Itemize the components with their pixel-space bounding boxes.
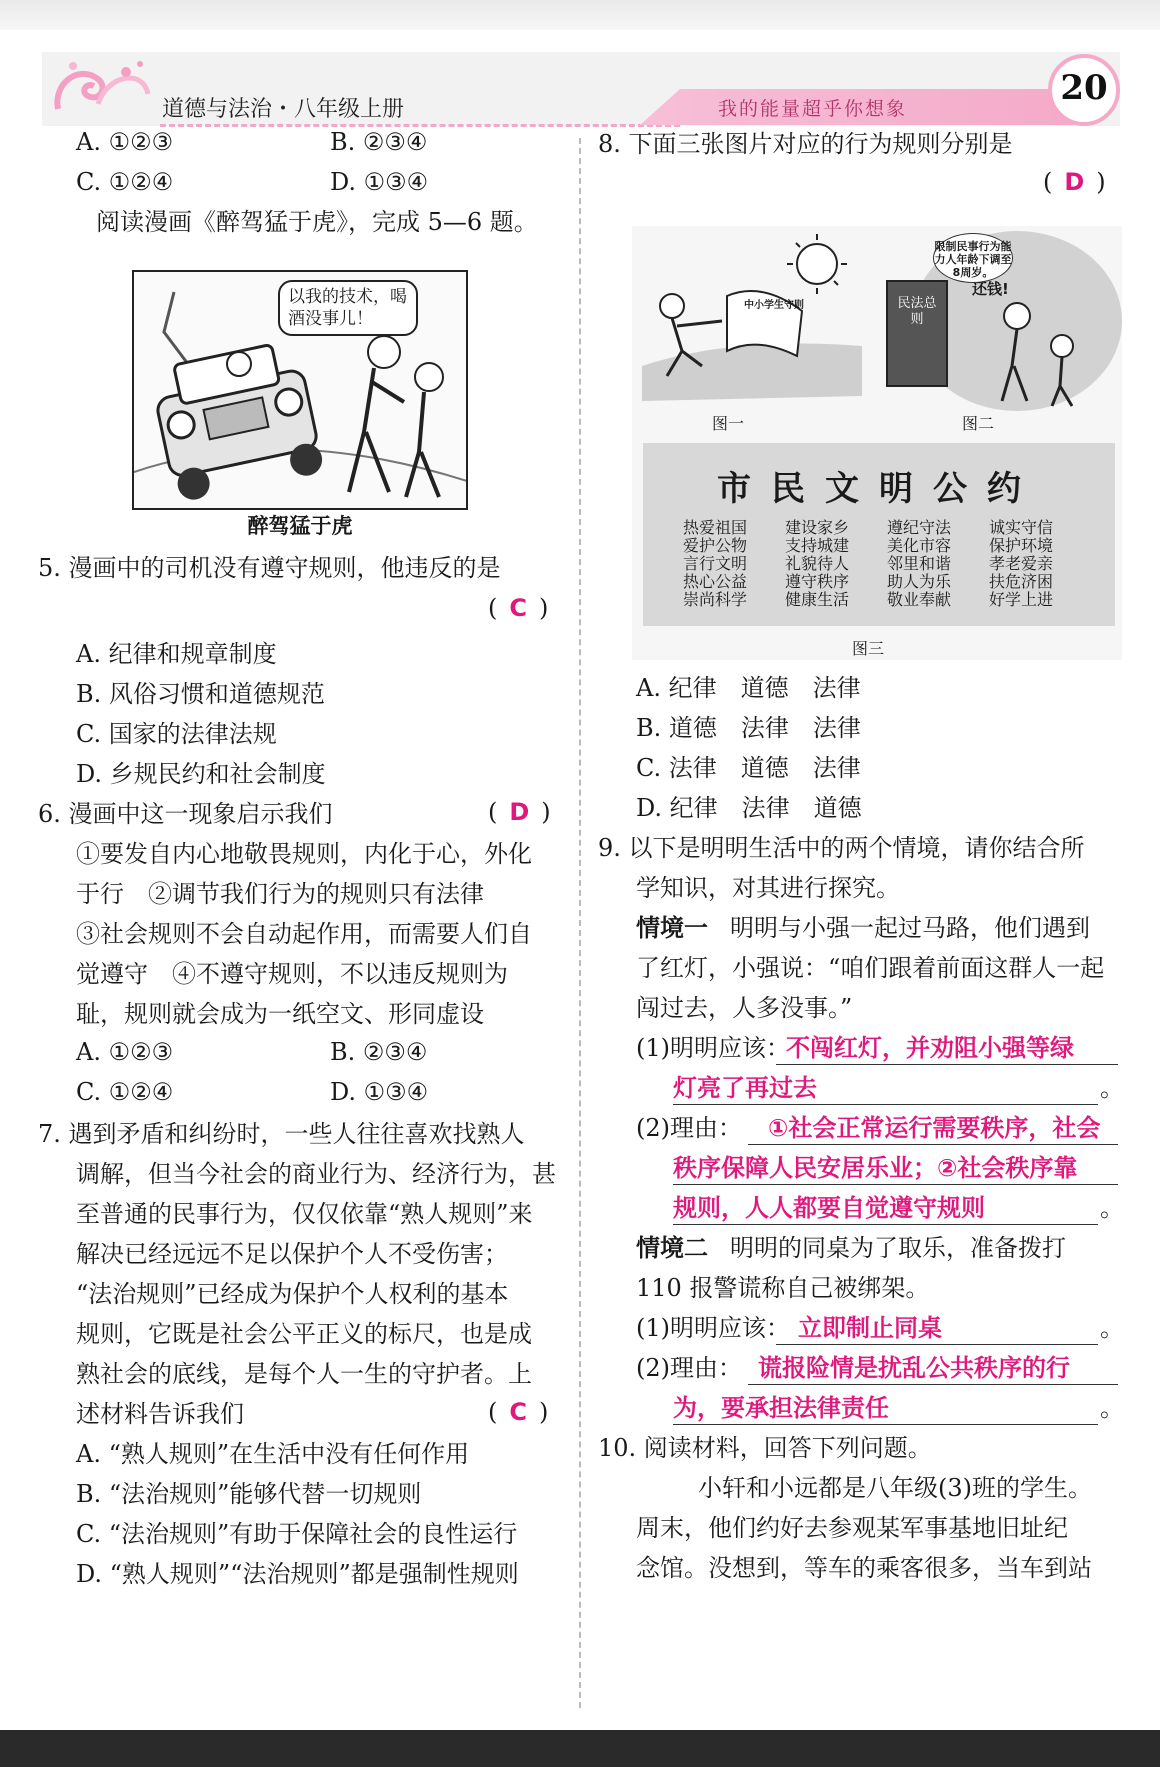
s2-q2-label: (2)理由： bbox=[636, 1354, 742, 1382]
scenario-1-line bbox=[636, 912, 1090, 944]
q7-line: 解决已经远远不足以保护个人不受伤害； bbox=[76, 1240, 508, 1268]
fig1-scroll-text: 中小学生守则 bbox=[744, 300, 804, 311]
s2-q1-label: (1)明明应该： bbox=[636, 1314, 790, 1342]
convention-item: 好学上进 bbox=[989, 590, 1054, 609]
q7-line: 述材料告诉我们 bbox=[76, 1400, 244, 1428]
fig1-label: 图一 bbox=[712, 414, 745, 433]
period: 。 bbox=[1100, 1314, 1124, 1342]
fig2-book-title: 民法总则 bbox=[897, 296, 937, 327]
s1-q2-label: (2)理由： bbox=[636, 1114, 742, 1142]
drunk-driving-comic bbox=[132, 270, 468, 510]
q5-option-d: D. 乡规民约和社会制度 bbox=[76, 760, 326, 788]
q6-option-d: D. ①③④ bbox=[330, 1078, 429, 1106]
scenario-2-line bbox=[636, 1232, 1066, 1264]
scenario-2-line: 110 报警谎称自己被绑架。 bbox=[636, 1274, 930, 1302]
q7-line: 熟社会的底线，是每个人一生的守护者。上 bbox=[76, 1360, 532, 1388]
convention-item: 崇尚科学 bbox=[683, 590, 748, 609]
convention-item: 美化市容 bbox=[887, 536, 952, 555]
q6-option-b: B. ②③④ bbox=[330, 1038, 428, 1066]
convention-item: 遵守秩序 bbox=[785, 572, 850, 591]
bottom-strip bbox=[0, 1730, 1160, 1767]
q6-line: 耻，规则就会成为一纸空文、形同虚设 bbox=[76, 1000, 484, 1028]
convention-item: 热心公益 bbox=[683, 572, 748, 591]
convention-item: 热爱祖国 bbox=[683, 518, 748, 537]
q7-answer: C bbox=[509, 1398, 527, 1426]
book-title: 道德与法治・八年级上册 bbox=[162, 97, 405, 122]
q6-line: 于行 ②调节我们行为的规则只有法律 bbox=[76, 880, 484, 908]
q4-option-a: A. ①②③ bbox=[76, 128, 174, 156]
q9-stem-cont: 学知识，对其进行探究。 bbox=[636, 874, 900, 902]
convention-item: 言行文明 bbox=[683, 554, 748, 573]
q7-option-a: A. “熟人规则”在生活中没有任何作用 bbox=[76, 1440, 470, 1468]
convention-column bbox=[683, 519, 747, 609]
scenario-1-line: 了红灯，小强说：“咱们跟着前面这群人一起 bbox=[636, 954, 1105, 982]
q6-answer: D bbox=[509, 798, 530, 826]
fig2-shout: 还钱! bbox=[972, 280, 1009, 298]
s1-q2-answer: 秩序保障人民安居乐业；②社会秩序靠 bbox=[673, 1154, 1078, 1182]
convention-item: 孝老爱亲 bbox=[989, 554, 1054, 573]
q10-material-line: 念馆。没想到，等车的乘客很多，当车到站 bbox=[636, 1554, 1092, 1582]
top-strip bbox=[0, 0, 1160, 30]
s1-q1-label: (1)明明应该： bbox=[636, 1034, 790, 1062]
convention-item: 扶危济困 bbox=[989, 572, 1054, 591]
q7-line: 至普通的民事行为，仅仅依靠“熟人规则”来 bbox=[76, 1200, 533, 1228]
comic-intro: 阅读漫画《醉驾猛于虎》，完成 5—6 题。 bbox=[96, 208, 538, 236]
q6-stem: 6. 漫画中这一现象启示我们 bbox=[38, 800, 333, 828]
column-divider bbox=[579, 138, 581, 1708]
q8-answer: D bbox=[1064, 168, 1085, 196]
q7-line: 调解，但当今社会的商业行为、经济行为，甚 bbox=[76, 1160, 556, 1188]
fig3-label: 图三 bbox=[852, 639, 885, 658]
q8-option-c: C. 法律 道德 法律 bbox=[636, 754, 861, 782]
q5-option-b: B. 风俗习惯和道德规范 bbox=[76, 680, 325, 708]
scenario-1-title: 情境一 bbox=[636, 914, 708, 942]
q10-stem: 10. 阅读材料，回答下列问题。 bbox=[598, 1434, 932, 1462]
q9-stem: 9. 以下是明明生活中的两个情境，请你结合所 bbox=[598, 834, 1085, 862]
q4-option-d: D. ①③④ bbox=[330, 168, 429, 196]
q4-option-b: B. ②③④ bbox=[330, 128, 428, 156]
q7-line: “法治规则”已经成为保护个人权利的基本 bbox=[76, 1280, 509, 1308]
q7-line: 规则，它既是社会公平正义的标尺，也是成 bbox=[76, 1320, 532, 1348]
comic-caption: 醉驾猛于虎 bbox=[247, 514, 353, 538]
header-dash-line bbox=[160, 124, 680, 127]
fig2-label: 图二 bbox=[962, 414, 995, 433]
q7-option-d: D. “熟人规则”“法治规则”都是强制性规则 bbox=[76, 1560, 519, 1588]
period: 。 bbox=[1100, 1194, 1124, 1222]
q5-option-a: A. 纪律和规章制度 bbox=[76, 640, 277, 668]
s1-q2-answer: 规则，人人都要自觉遵守规则 bbox=[673, 1194, 985, 1222]
convention-item: 支持城建 bbox=[785, 536, 850, 555]
q4-option-c: C. ①②④ bbox=[76, 168, 174, 196]
period: 。 bbox=[1100, 1074, 1124, 1102]
convention-item: 爱护公物 bbox=[683, 536, 748, 555]
s2-q2-answer: 谎报险情是扰乱公共秩序的行 bbox=[758, 1354, 1070, 1382]
q7-option-b: B. “法治规则”能够代替一切规则 bbox=[76, 1480, 422, 1508]
convention-column bbox=[989, 519, 1053, 609]
s1-q1-answer: 灯亮了再过去 bbox=[673, 1074, 817, 1102]
q6-line: ③社会规则不会自动起作用，而需要人们自 bbox=[76, 920, 532, 948]
q8-answer-bracket: ( D ) bbox=[1043, 168, 1106, 196]
convention-title: 市民文明公约 bbox=[717, 469, 1041, 509]
q7-answer-bracket: ( C ) bbox=[488, 1398, 549, 1426]
convention-item: 保护环境 bbox=[989, 536, 1054, 555]
q10-material-line: 小轩和小远都是八年级(3)班的学生。 bbox=[698, 1474, 1092, 1502]
q5-answer-bracket: ( C ) bbox=[488, 594, 549, 622]
q8-option-d: D. 纪律 法律 道德 bbox=[636, 794, 862, 822]
q5-answer: C bbox=[509, 594, 527, 622]
s1-q2-answer: ①社会正常运行需要秩序，社会 bbox=[768, 1114, 1101, 1142]
citizen-convention-board bbox=[643, 443, 1115, 626]
q8-option-a: A. 纪律 道德 法律 bbox=[636, 674, 861, 702]
fig1-fig2-drawing-icon bbox=[632, 226, 1122, 426]
convention-item: 建设家乡 bbox=[785, 518, 850, 537]
scenario-2-title: 情境二 bbox=[636, 1234, 708, 1262]
page-header bbox=[42, 52, 1120, 134]
q7-line: 7. 遇到矛盾和纠纷时，一些人往往喜欢找熟人 bbox=[38, 1120, 525, 1148]
period: 。 bbox=[1100, 1394, 1124, 1422]
scenario-2-text: 明明的同桌为了取乐，准备拨打 bbox=[730, 1234, 1066, 1262]
q5-option-c: C. 国家的法律法规 bbox=[76, 720, 277, 748]
q6-answer-bracket: ( D ) bbox=[488, 798, 551, 826]
scenario-1-text: 明明与小强一起过马路，他们遇到 bbox=[730, 914, 1090, 942]
convention-item: 邻里和谐 bbox=[887, 554, 952, 573]
floral-swirl-icon bbox=[48, 54, 158, 124]
q6-line: ①要发自内心地敬畏规则，内化于心，外化 bbox=[76, 840, 532, 868]
convention-item: 遵纪守法 bbox=[887, 518, 952, 537]
fig2-law-bubble: 限制民事行为能力人年龄下调至8周岁。 bbox=[933, 233, 1013, 283]
q6-option-a: A. ①②③ bbox=[76, 1038, 174, 1066]
convention-item: 助人为乐 bbox=[887, 572, 952, 591]
convention-item: 礼貌待人 bbox=[785, 554, 850, 573]
page-number: 20 bbox=[1060, 68, 1108, 108]
convention-item: 健康生活 bbox=[785, 590, 850, 609]
convention-column bbox=[785, 519, 849, 609]
q6-line: 觉遵守 ④不遵守规则，不以违反规则为 bbox=[76, 960, 508, 988]
slogan-text: 我的能量超乎你想象 bbox=[718, 98, 908, 120]
convention-column bbox=[887, 519, 951, 609]
q5-stem: 5. 漫画中的司机没有遵守规则，他违反的是 bbox=[38, 554, 501, 582]
convention-item: 敬业奉献 bbox=[887, 590, 952, 609]
q8-stem: 8. 下面三张图片对应的行为规则分别是 bbox=[598, 130, 1013, 158]
s2-q1-answer: 立即制止同桌 bbox=[798, 1314, 942, 1342]
convention-item: 诚实守信 bbox=[989, 518, 1054, 537]
q8-option-b: B. 道德 法律 法律 bbox=[636, 714, 861, 742]
q7-option-c: C. “法治规则”有助于保障社会的良性运行 bbox=[76, 1520, 518, 1548]
scenario-1-line: 闯过去，人多没事。” bbox=[636, 994, 853, 1022]
comic-speech-bubble: 以我的技术，喝酒没事儿！ bbox=[278, 280, 418, 336]
s2-q2-answer: 为，要承担法律责任 bbox=[673, 1394, 889, 1422]
q10-material-line: 周末，他们约好去参观某军事基地旧址纪 bbox=[636, 1514, 1068, 1542]
q6-option-c: C. ①②④ bbox=[76, 1078, 174, 1106]
s1-q1-answer: 不闯红灯，并劝阻小强等绿 bbox=[786, 1034, 1074, 1062]
